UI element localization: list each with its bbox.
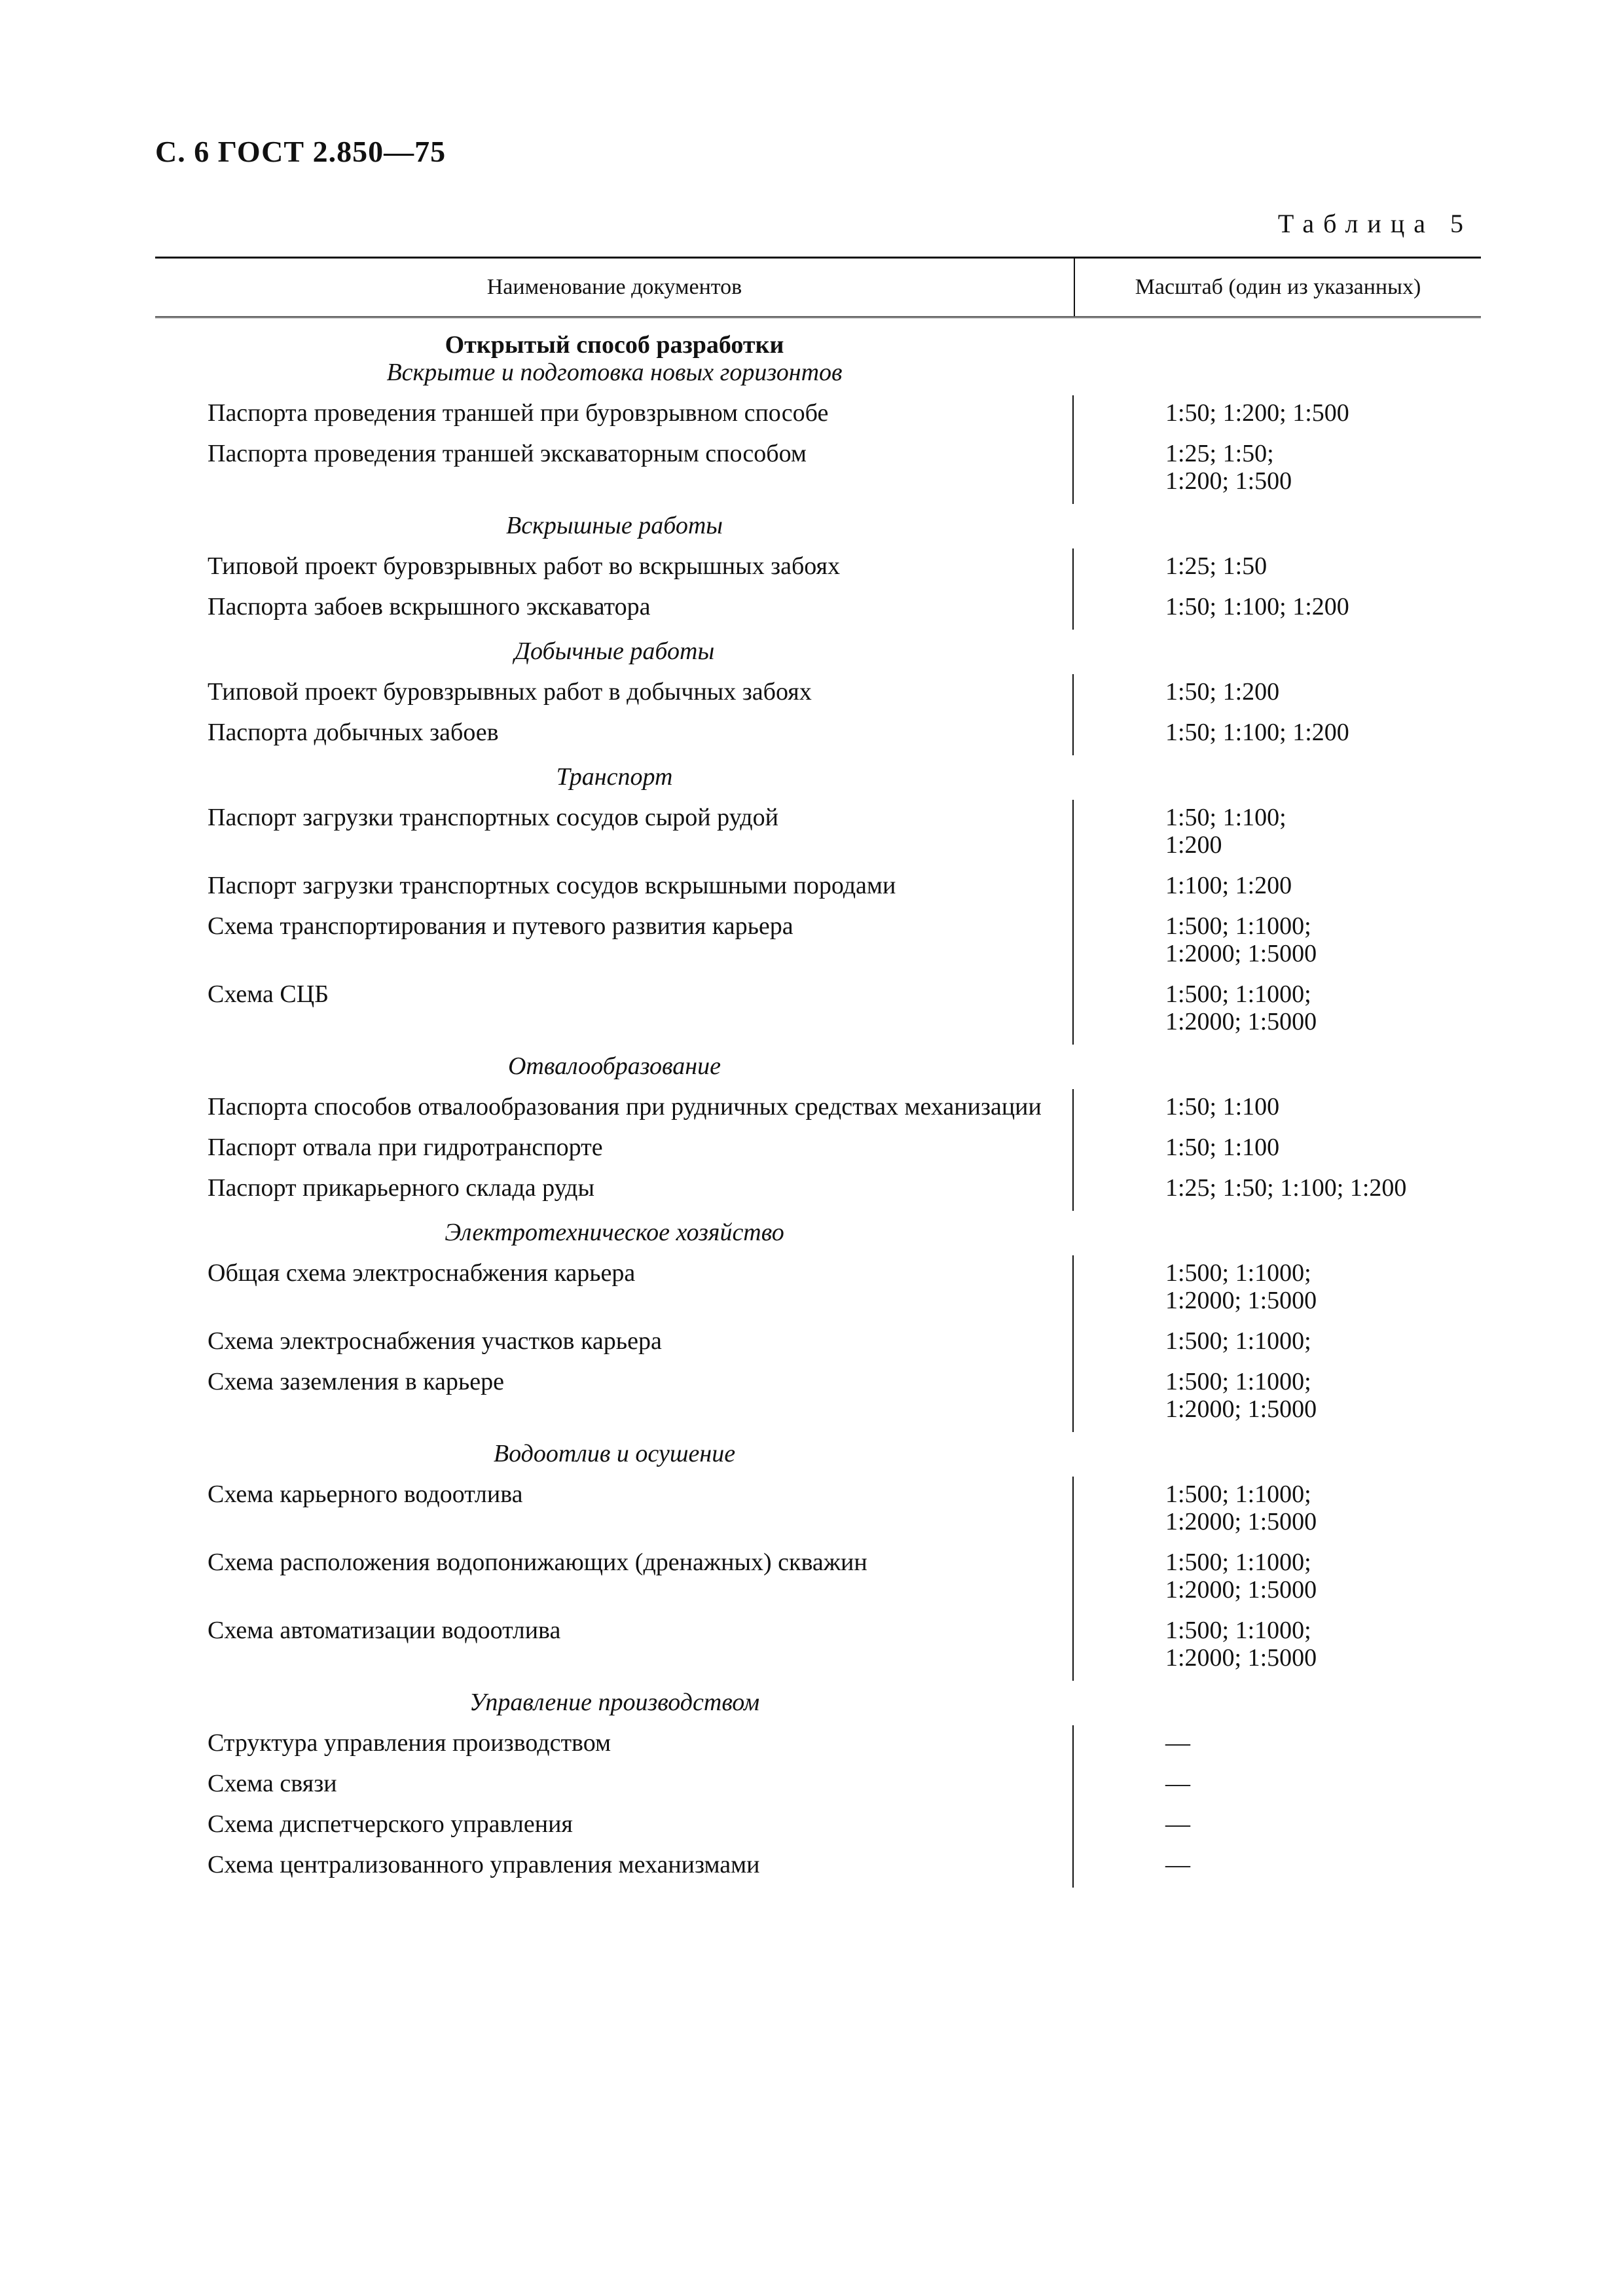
scale-value: 1:50; 1:100; 1:200: [1165, 719, 1349, 746]
scale-cell: [1074, 1364, 1481, 1432]
scale-value: 1:200; 1:500: [1165, 467, 1292, 495]
scale-value: 1:50; 1:100: [1165, 1093, 1280, 1121]
scale-value: 1:2000; 1:5000: [1165, 940, 1317, 967]
scale-value: 1:2000; 1:5000: [1165, 1644, 1317, 1672]
subsection-group: [155, 1725, 1481, 1888]
scale-cell: [1074, 1725, 1481, 1766]
subsection-title: Транспорт: [556, 763, 673, 791]
table-row: [155, 1766, 1481, 1806]
scales-table: [155, 257, 1481, 1888]
document-name: Структура управления производством: [155, 1725, 1074, 1766]
document-name: Схема электроснабжения участков карьера: [155, 1323, 1074, 1364]
scale-value: —: [1165, 1851, 1190, 1878]
subsection-title: Управление производством: [469, 1689, 760, 1716]
subsection-group: [155, 674, 1481, 755]
scale-cell: [1074, 1255, 1481, 1323]
scale-cell: [1074, 868, 1481, 908]
subsection-title: Водоотлив и осушение: [493, 1440, 736, 1467]
subsection-group: [155, 1477, 1481, 1681]
scale-cell: [1074, 436, 1481, 504]
document-name: Схема СЦБ: [155, 977, 1074, 1045]
scale-value: 1:50; 1:100: [1165, 1134, 1280, 1161]
scale-value: 1:500; 1:1000;: [1165, 1368, 1311, 1395]
scale-value: 1:2000; 1:5000: [1165, 1508, 1317, 1535]
scale-value: 1:2000; 1:5000: [1165, 1287, 1317, 1314]
subsection-group: [155, 1255, 1481, 1432]
scale-value: —: [1165, 1729, 1190, 1757]
table-row: [155, 436, 1481, 504]
scale-value: 1:500; 1:1000;: [1165, 912, 1311, 940]
table-header: [155, 257, 1481, 318]
scale-cell: [1074, 908, 1481, 977]
subsection-group: [155, 548, 1481, 630]
document-name: Схема заземления в карьере: [155, 1364, 1074, 1432]
table-row: [155, 1170, 1481, 1211]
scale-value: 1:500; 1:1000;: [1165, 1617, 1311, 1644]
table-row: [155, 1323, 1481, 1364]
table-row: [155, 1130, 1481, 1170]
scale-cell: [1074, 1089, 1481, 1130]
scale-value: —: [1165, 1810, 1190, 1838]
table-row: [155, 908, 1481, 977]
table-row: [155, 1364, 1481, 1432]
scale-value: 1:2000; 1:5000: [1165, 1395, 1317, 1423]
scale-value: 1:500; 1:1000;: [1165, 1480, 1311, 1508]
table-row: [155, 1613, 1481, 1681]
scale-value: 1:50; 1:200: [1165, 678, 1280, 706]
scale-cell: [1074, 1323, 1481, 1364]
document-name: Схема расположения водопонижающих (дренажных) скважин: [155, 1545, 1074, 1613]
document-name: Схема карьерного водоотлива: [155, 1477, 1074, 1545]
table-caption: Таблица 5: [1277, 209, 1472, 238]
subsection-title: Отвалообразование: [507, 1052, 721, 1080]
scale-cell: [1074, 1847, 1481, 1888]
table-row: [155, 1725, 1481, 1766]
scale-cell: [1074, 1766, 1481, 1806]
table-row: [155, 548, 1481, 589]
scale-value: —: [1165, 1770, 1190, 1797]
subsection-group: [155, 395, 1481, 504]
table-row: [155, 1255, 1481, 1323]
document-name: Паспорт загрузки транспортных сосудов сырой рудой: [155, 800, 1074, 868]
column-header-name: Наименование документов: [155, 259, 1075, 316]
table-row: [155, 1089, 1481, 1130]
scale-value: 1:50; 1:100;: [1165, 804, 1286, 831]
document-name: Паспорт прикарьерного склада руды: [155, 1170, 1074, 1211]
document-name: Паспорта забоев вскрышного экскаватора: [155, 589, 1074, 630]
document-name: Схема транспортирования и путевого развития карьера: [155, 908, 1074, 977]
subsection-title: Добычные работы: [514, 637, 715, 665]
scale-value: 1:500; 1:1000;: [1165, 1259, 1311, 1287]
table-row: [155, 1477, 1481, 1545]
scale-cell: [1074, 715, 1481, 755]
document-name: Паспорта добычных забоев: [155, 715, 1074, 755]
scale-cell: [1074, 1170, 1481, 1211]
subsection-title: Вскрышные работы: [505, 512, 723, 539]
table-row: [155, 1847, 1481, 1888]
section-title: Открытый способ разработки: [445, 331, 784, 359]
table-row: [155, 1806, 1481, 1847]
document-name: Паспорта способов отвалообразования при рудничных средствах механизации: [155, 1089, 1074, 1130]
table-row: [155, 674, 1481, 715]
document-name: Схема централизованного управления механизмами: [155, 1847, 1074, 1888]
scale-value: 1:500; 1:1000;: [1165, 1549, 1311, 1576]
table-body: [155, 331, 1481, 1888]
scale-value: 1:50; 1:200; 1:500: [1165, 399, 1349, 427]
table-row: [155, 977, 1481, 1045]
table-row: [155, 589, 1481, 630]
scale-cell: [1074, 1130, 1481, 1170]
scale-cell: [1074, 589, 1481, 630]
document-name: Схема связи: [155, 1766, 1074, 1806]
scale-value: 1:200: [1165, 831, 1222, 859]
scale-value: 1:25; 1:50: [1165, 552, 1267, 580]
table-row: [155, 800, 1481, 868]
scale-value: 1:500; 1:1000;: [1165, 1327, 1311, 1355]
scale-cell: [1074, 395, 1481, 436]
scale-cell: [1074, 548, 1481, 589]
scale-value: 1:50; 1:100; 1:200: [1165, 593, 1349, 620]
table-row: [155, 395, 1481, 436]
subsection-title: Вскрытие и подготовка новых горизонтов: [386, 359, 843, 386]
document-name: Паспорта проведения траншей экскаваторным способом: [155, 436, 1074, 504]
scale-value: 1:2000; 1:5000: [1165, 1576, 1317, 1604]
scale-value: 1:100; 1:200: [1165, 872, 1292, 899]
scale-cell: [1074, 674, 1481, 715]
scale-cell: [1074, 1545, 1481, 1613]
scale-cell: [1074, 1613, 1481, 1681]
scale-cell: [1074, 977, 1481, 1045]
scale-cell: [1074, 1477, 1481, 1545]
table-row: [155, 715, 1481, 755]
table-row: [155, 1545, 1481, 1613]
subsection-title: Электротехническое хозяйство: [445, 1219, 784, 1246]
document-name: Схема автоматизации водоотлива: [155, 1613, 1074, 1681]
document-name: Общая схема электроснабжения карьера: [155, 1255, 1074, 1323]
subsection-group: [155, 800, 1481, 1045]
column-header-scale: Масштаб (один из указанных): [1135, 275, 1421, 299]
scale-cell: [1074, 1806, 1481, 1847]
page-header: С. 6 ГОСТ 2.850—75: [155, 135, 447, 168]
document-name: Паспорт отвала при гидротранспорте: [155, 1130, 1074, 1170]
scale-cell: [1074, 800, 1481, 868]
scale-value: 1:500; 1:1000;: [1165, 980, 1311, 1008]
document-name: Типовой проект буровзрывных работ во вскрышных забоях: [155, 548, 1074, 589]
document-name: Типовой проект буровзрывных работ в добычных забоях: [155, 674, 1074, 715]
subsection-group: [155, 1089, 1481, 1211]
document-name: Паспорт загрузки транспортных сосудов вскрышными породами: [155, 868, 1074, 908]
document-name: Схема диспетчерского управления: [155, 1806, 1074, 1847]
table-row: [155, 868, 1481, 908]
document-name: Паспорта проведения траншей при буровзрывном способе: [155, 395, 1074, 436]
scale-value: 1:25; 1:50;: [1165, 440, 1274, 467]
scale-value: 1:2000; 1:5000: [1165, 1008, 1317, 1035]
scale-value: 1:25; 1:50; 1:100; 1:200: [1165, 1174, 1407, 1202]
